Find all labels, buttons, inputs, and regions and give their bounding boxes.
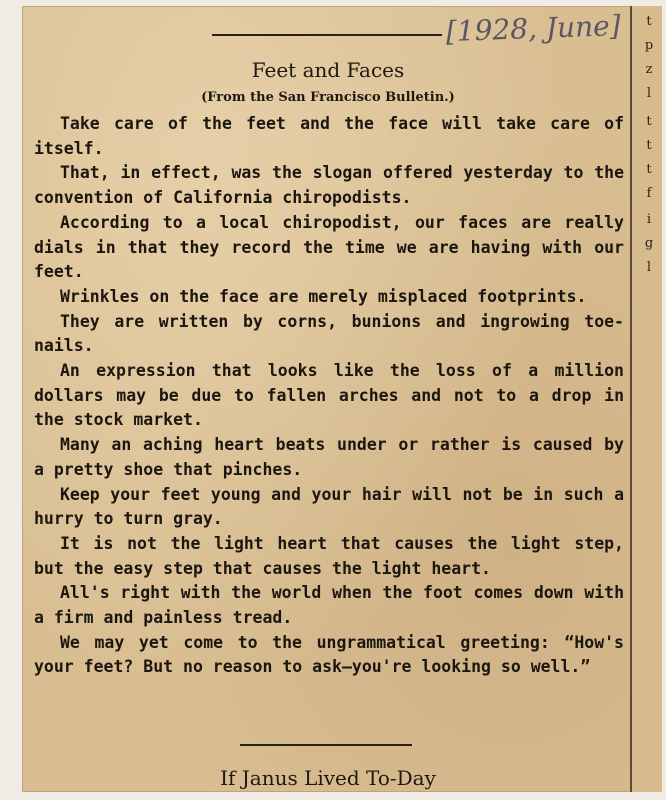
adjacent-letter: i: [646, 212, 652, 227]
adjacent-letter: t: [646, 162, 652, 177]
paragraph: Keep your feet young and your hair will not be in such a hurry to turn gray.: [34, 484, 624, 529]
paragraph: That, in effect, was the slogan offered yesterday to the convention of California chiropodists.: [34, 163, 624, 208]
top-rule: [212, 34, 442, 36]
paragraph: They are written by corns, bunions and ingrowing toe-nails.: [34, 311, 624, 356]
adjacent-letter: t: [646, 138, 652, 153]
paragraph: Wrinkles on the face are merely misplaced footprints.: [60, 286, 587, 306]
adjacent-column-strip: [630, 6, 662, 792]
adjacent-letter: z: [645, 62, 653, 77]
next-article-title: If Janus Lived To-Day: [220, 766, 436, 790]
paragraph: According to a local chiropodist, our faces are really dials in that they record the time we are having with our feet.: [34, 212, 624, 282]
article-body: [34, 112, 624, 680]
adjacent-letter: t: [646, 114, 652, 129]
paragraph: It is not the light heart that causes the light step, but the easy step that causes the light heart.: [34, 533, 624, 578]
adjacent-letter: l: [646, 86, 652, 101]
paragraph: All's right with the world when the foot comes down with a firm and painless tread.: [34, 583, 624, 628]
handwritten-date-annotation: [1928, June]: [445, 9, 622, 49]
adjacent-letter: p: [644, 38, 654, 53]
adjacent-letter: t: [646, 14, 652, 29]
article-source: (From the San Francisco Bulletin.): [201, 90, 455, 105]
paragraph: Take care of the feet and the face will take care of itself.: [34, 114, 624, 158]
paragraph: An expression that looks like the loss of a million dollars may be due to fallen arches and not to a drop in the stock market.: [34, 361, 624, 430]
bottom-rule: [240, 744, 412, 746]
paragraph: Many an aching heart beats under or rather is caused by a pretty shoe that pinches.: [34, 435, 624, 479]
paragraph: We may yet come to the ungrammatical greeting: “How's your feet? But no reason to ask—you're looking so well.”: [34, 632, 624, 677]
adjacent-letter: f: [646, 186, 652, 201]
article-title: Feet and Faces: [251, 58, 405, 82]
adjacent-letter: l: [646, 260, 652, 275]
adjacent-letter: g: [644, 236, 654, 251]
